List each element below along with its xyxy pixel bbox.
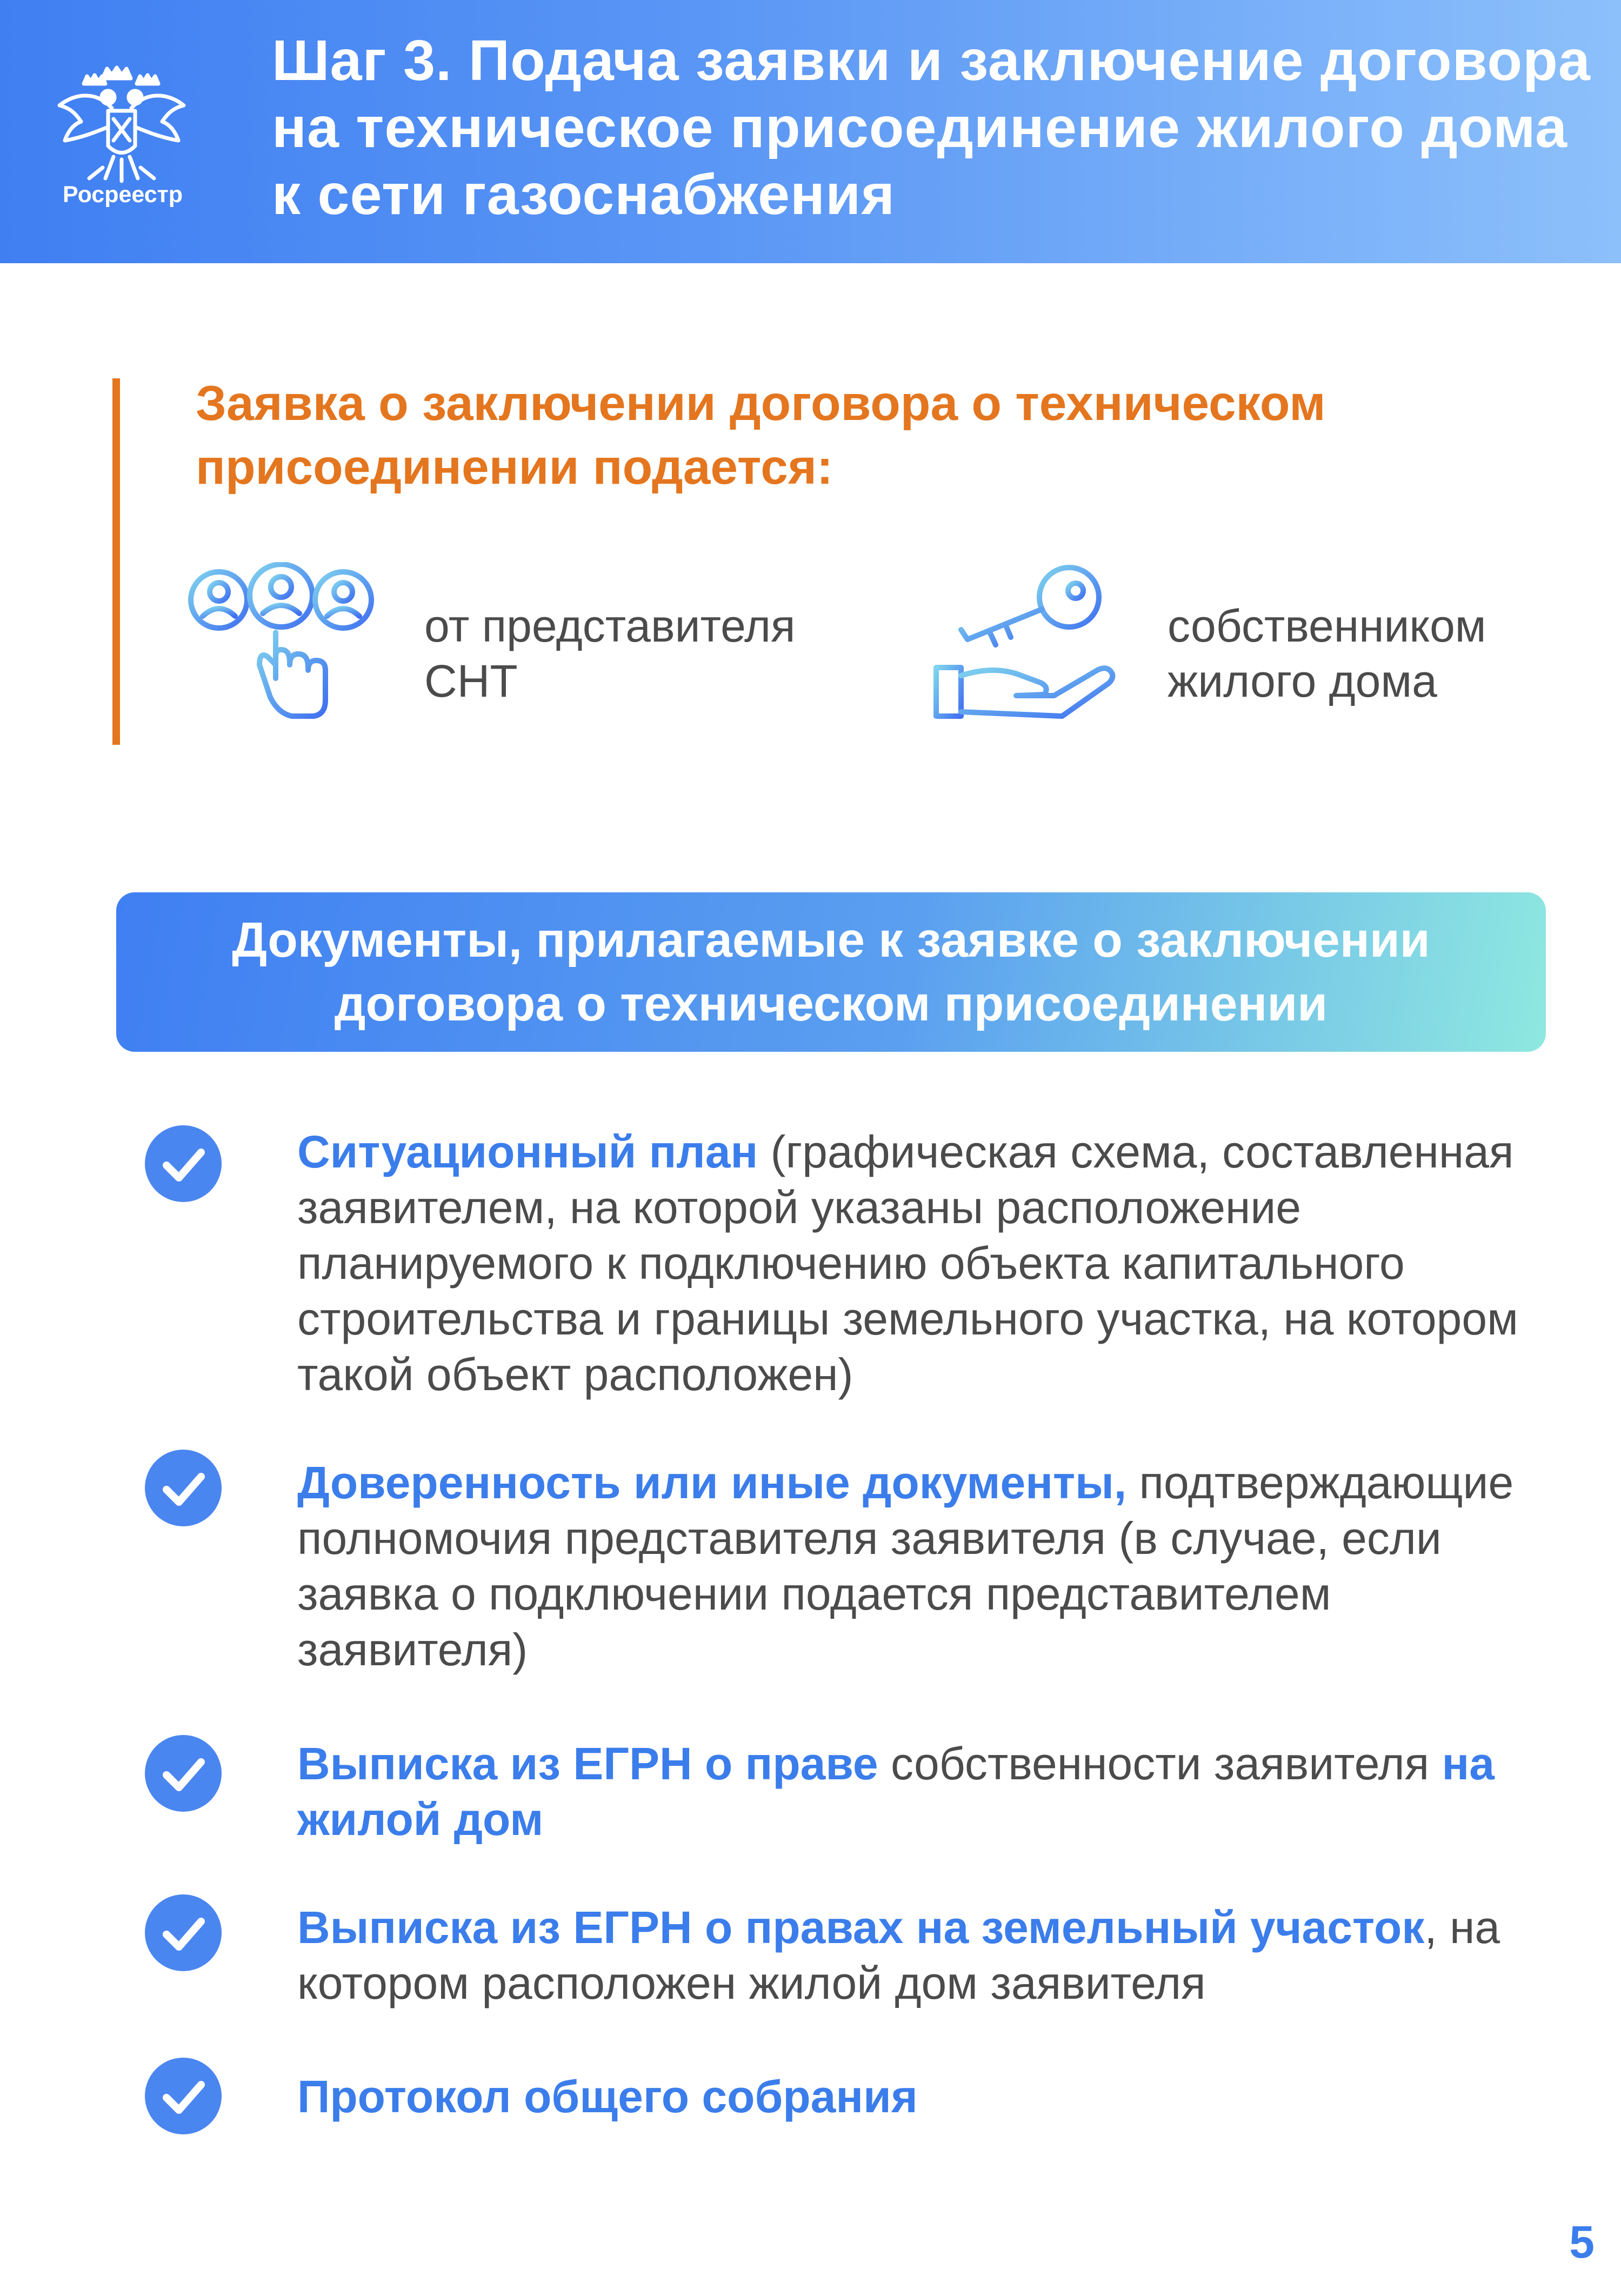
document-item-text: подтверждающие полномочия представителя заявителя (в случае, если заявка о подключении подается представителем заявителя) (297, 1457, 1514, 1675)
document-item-highlight: Ситуационный план (297, 1126, 758, 1177)
page-number: 5 (1569, 2217, 1595, 2267)
section-accent-bar (112, 378, 120, 745)
documents-banner (116, 892, 1546, 1052)
header-banner (0, 0, 1621, 263)
check-icon (145, 1450, 222, 1526)
document-item (297, 1736, 1540, 1847)
logo-text: Росреестр (63, 182, 183, 208)
check-icon (145, 1735, 222, 1812)
document-item (297, 1124, 1540, 1403)
document-item (297, 1900, 1540, 2011)
document-item (297, 2069, 1540, 2125)
application-section-title: Заявка о заключении договора о техническом присоединении подается: (196, 376, 1326, 495)
check-icon (145, 2058, 222, 2134)
document-item-highlight: Доверенность или иные документы, (297, 1457, 1127, 1508)
document-item-text: собственности заявителя (878, 1738, 1442, 1789)
document-item-text: (графическая схема, составленная заявителем, на которой указаны расположение планируемого к подключению объекта капитального строительства и границы земельного участка, на котором такой объект расположен) (297, 1126, 1518, 1400)
page-title: Шаг 3. Подача заявки и заключение договора на техническое присоединение жилого дома к сети газоснабжения (272, 29, 1591, 226)
check-icon (145, 1125, 222, 1202)
key-hand-icon (930, 559, 1119, 727)
document-item-highlight: Выписка из ЕГРН о праве (297, 1738, 878, 1789)
check-icon (145, 1894, 222, 1971)
document-item-text: , на котором расположен жилой дом заявителя (297, 1902, 1500, 2008)
document-item-highlight-end: на жилой дом (297, 1738, 1495, 1845)
document-item-highlight: Выписка из ЕГРН о правах на земельный участок (297, 1902, 1425, 1953)
document-item (297, 1455, 1540, 1678)
option-representative-text: от представителя СНТ (424, 600, 796, 706)
option-owner-text: собственником жилого дома (1168, 600, 1486, 706)
document-item-highlight: Протокол общего собрания (297, 2071, 918, 2122)
documents-title: Документы, прилагаемые к заявке о заключении договора о техническом присоединении (232, 912, 1430, 1031)
people-hand-icon (184, 562, 378, 724)
